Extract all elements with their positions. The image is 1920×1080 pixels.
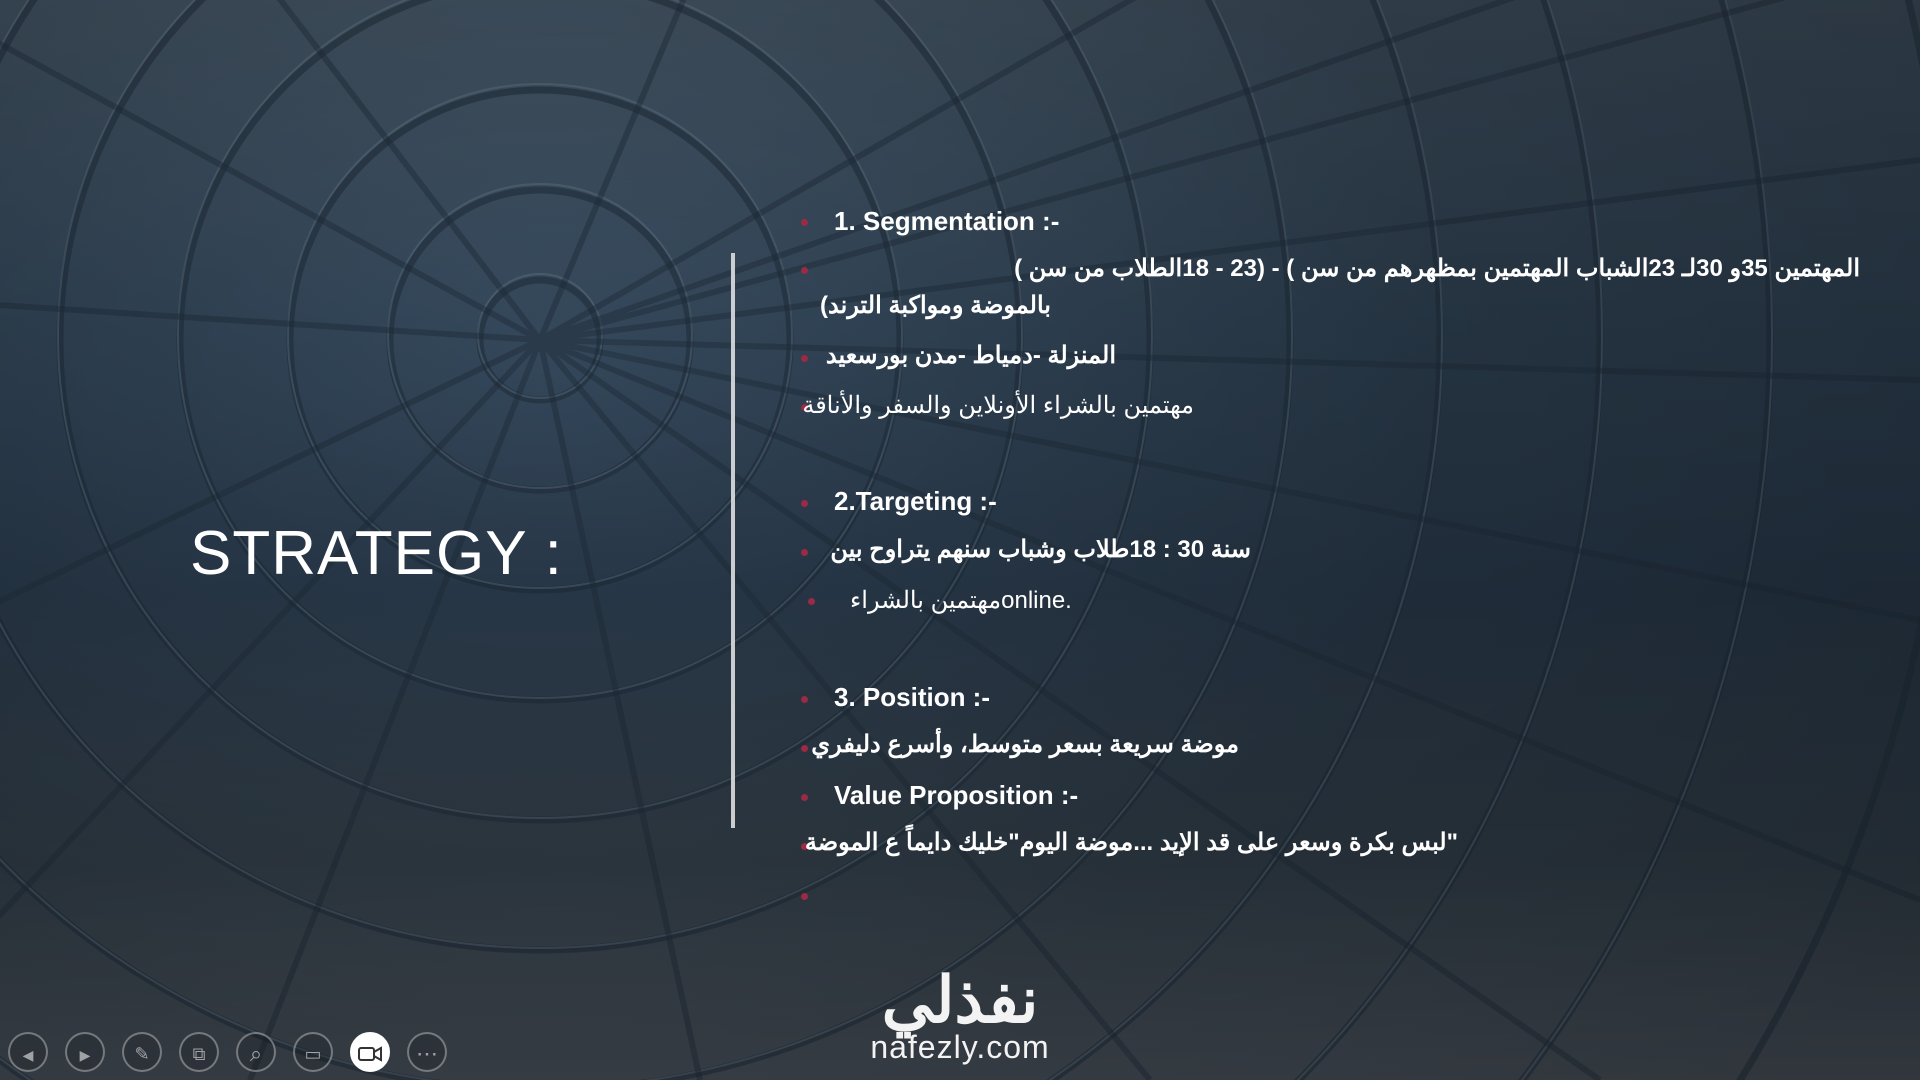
position-heading: 3. Position :-	[834, 682, 990, 712]
more-icon[interactable]	[407, 1032, 447, 1072]
bullet-marker	[801, 549, 808, 556]
zoom-glyph: ⌕	[249, 1041, 263, 1066]
slide-title: STRATEGY :	[190, 519, 563, 588]
bullet-marker	[801, 893, 808, 900]
pen-icon[interactable]	[122, 1032, 162, 1072]
bullet-marker	[801, 267, 808, 274]
subtitles-icon[interactable]	[293, 1032, 333, 1072]
nafezly-watermark	[840, 965, 1080, 1066]
more-glyph: ⋯	[416, 1041, 438, 1066]
vertical-divider	[731, 253, 735, 828]
pen-glyph: ✎	[134, 1044, 150, 1064]
segmentation-heading: 1. Segmentation :-	[834, 206, 1060, 236]
camera-icon[interactable]	[350, 1032, 390, 1072]
previous-glyph: ◀	[22, 1047, 34, 1063]
targeting-age-line: سنة 30 : 18طلاب وشباب سنهم يتراوح بين	[830, 536, 1251, 563]
previous-icon[interactable]	[8, 1032, 48, 1072]
value-proposition-line: "لبس بكرة وسعر على قد الإيد ...موضة اليوم"خليك دايماً ع الموضة	[804, 829, 1458, 856]
bullet-marker	[801, 500, 808, 507]
slides-grid-icon[interactable]	[179, 1032, 219, 1072]
targeting-online-line: مهتمين بالشراءonline.	[850, 587, 1072, 614]
segmentation-interests-line: مهتمين بالشراء الأونلاين والسفر والأناقة	[802, 392, 1194, 419]
zoom-icon[interactable]	[236, 1032, 276, 1072]
bullet-marker	[801, 219, 808, 226]
bullet-marker	[808, 598, 815, 605]
next-glyph: ▶	[79, 1047, 91, 1063]
watermark-latin: nafezly.com	[870, 1029, 1050, 1065]
bullet-marker	[801, 696, 808, 703]
segmentation-age-line: المهتمين 35و 30لـ 23الشباب المهتمين بمظهرهم من سن ) - (23 - 18الطلاب من سن )	[1014, 255, 1860, 282]
next-icon[interactable]	[65, 1032, 105, 1072]
bullet-marker	[801, 745, 808, 752]
segmentation-cities-line: المنزلة -دمياط -مدن بورسعيد	[825, 342, 1116, 369]
segmentation-age-line-cont: بالموضة ومواكبة الترند)	[820, 292, 1051, 319]
bullet-marker	[801, 355, 808, 362]
slides-grid-glyph: ⧉	[192, 1044, 206, 1064]
camera-glyph	[358, 1046, 382, 1062]
watermark-arabic: نفذلي	[881, 964, 1039, 1036]
value-proposition-heading: Value Proposition :-	[834, 780, 1079, 810]
targeting-heading: 2.Targeting :-	[834, 486, 997, 516]
bullet-marker	[801, 794, 808, 801]
subtitles-glyph: ▭	[304, 1044, 322, 1064]
position-line: موضة سريعة بسعر متوسط، وأسرع دليفري	[811, 731, 1239, 758]
